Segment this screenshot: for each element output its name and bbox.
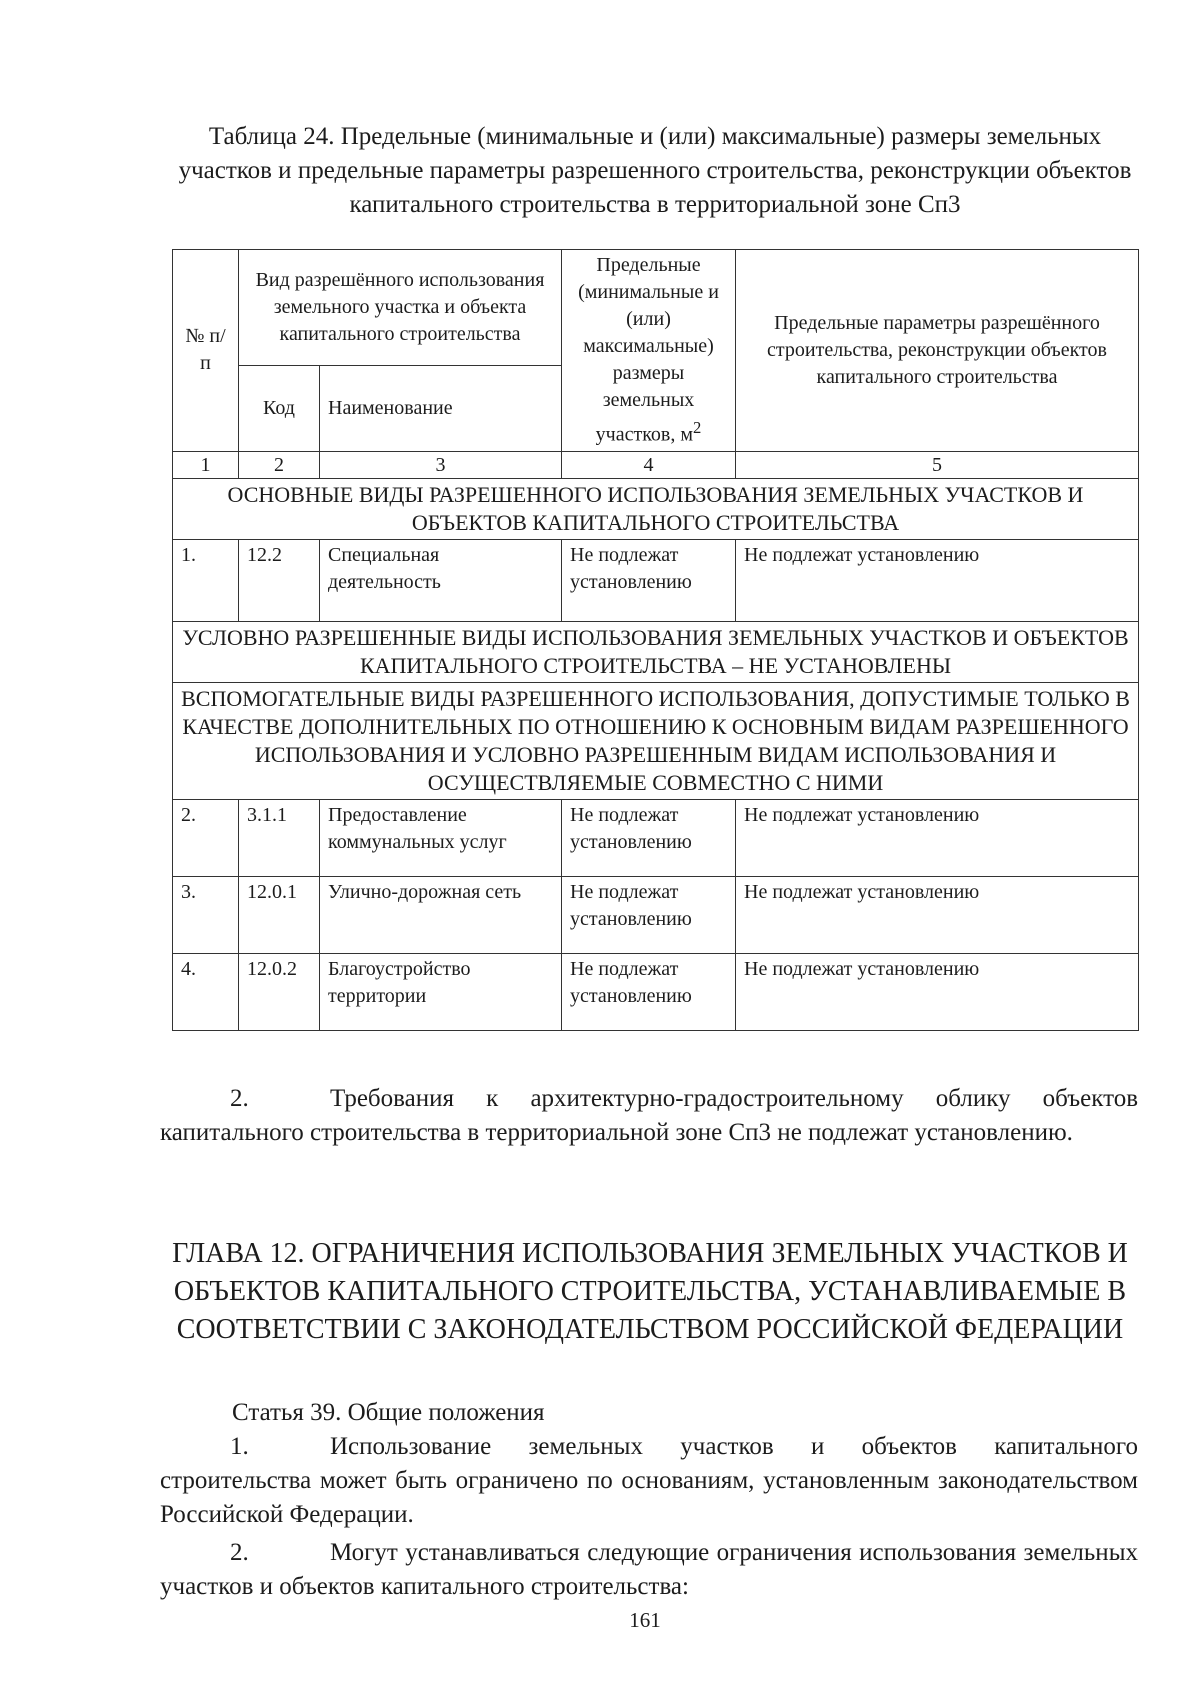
column-number: 1 (173, 451, 239, 478)
row-params: Не подлежат установлению (736, 539, 1139, 621)
header-sizes (562, 250, 736, 452)
paragraph-text: Использование земельных участков и объектов капитального строительства может быть ограничено по основаниям, установленным законодательством Российской Федерации. (160, 1433, 1138, 1528)
header-sizes-text: Предельные (минимальные и (или) максимальные) размеры земельных участков, м (578, 254, 719, 446)
row-sizes: Не подлежат установлению (562, 953, 736, 1030)
header-use-type: Вид разрешённого использования земельного участка и объекта капитального строительства (239, 250, 562, 366)
section-main-heading: ОСНОВНЫЕ ВИДЫ РАЗРЕШЕННОГО ИСПОЛЬЗОВАНИЯ ЗЕМЕЛЬНЫХ УЧАСТКОВ И ОБЪЕКТОВ КАПИТАЛЬНОГО СТРОИТЕЛЬСТВА (173, 478, 1139, 539)
table-row (173, 876, 1139, 953)
header-params: Предельные параметры разрешённого строительства, реконструкции объектов капитального строительства (736, 250, 1139, 452)
paragraph-text: Могут устанавливаться следующие ограничения использования земельных участков и объектов капитального строительства: (160, 1539, 1138, 1600)
table-row (173, 953, 1139, 1030)
section-auxiliary-row (173, 682, 1139, 799)
row-num: 2. (173, 799, 239, 876)
table-row (173, 539, 1139, 621)
table-title: Таблица 24. Предельные (минимальные и (или) максимальные) размеры земельных участков и предельные параметры разрешенного строительства, реконструкции объектов капитального строительства в территориальной зоне Сп3 (178, 123, 1132, 218)
row-code: 3.1.1 (239, 799, 320, 876)
article-paragraph (160, 1536, 1138, 1604)
section-auxiliary-heading: ВСПОМОГАТЕЛЬНЫЕ ВИДЫ РАЗРЕШЕННОГО ИСПОЛЬЗОВАНИЯ, ДОПУСТИМЫЕ ТОЛЬКО В КАЧЕСТВЕ ДОПОЛНИТЕЛЬНЫХ ПО ОТНОШЕНИЮ К ОСНОВНЫМ ВИДАМ РАЗРЕШЕННОГО ИСПОЛЬЗОВАНИЯ И УСЛОВНО РАЗРЕШЕННЫМ ВИДАМ ИСПОЛЬЗОВАНИЯ И ОСУЩЕСТВЛЯЕМЫЕ СОВМЕСТНО С НИМИ (173, 682, 1139, 799)
row-code: 12.0.2 (239, 953, 320, 1030)
row-name: Благоустройство территории (320, 953, 562, 1030)
row-num: 4. (173, 953, 239, 1030)
paragraph-text: Требования к архитектурно-градостроительному облику объектов капитального строительства в территориальной зоне Сп3 не подлежат установлению. (160, 1085, 1138, 1146)
row-sizes: Не подлежат установлению (562, 876, 736, 953)
column-number: 3 (320, 451, 562, 478)
section-conditional-heading: УСЛОВНО РАЗРЕШЕННЫЕ ВИДЫ ИСПОЛЬЗОВАНИЯ ЗЕМЕЛЬНЫХ УЧАСТКОВ И ОБЪЕКТОВ КАПИТАЛЬНОГО СТРОИТЕЛЬСТВА – НЕ УСТАНОВЛЕНЫ (173, 621, 1139, 682)
article-paragraph (160, 1430, 1138, 1532)
row-params: Не подлежат установлению (736, 876, 1139, 953)
row-params: Не подлежат установлению (736, 953, 1139, 1030)
header-name: Наименование (320, 366, 562, 451)
column-number: 5 (736, 451, 1139, 478)
row-name: Специальная деятельность (320, 539, 562, 621)
requirements-paragraph (160, 1082, 1138, 1150)
row-name: Улично-дорожная сеть (320, 876, 562, 953)
header-num: № п/п (173, 250, 239, 452)
header-sizes-sup: 2 (693, 418, 702, 437)
row-sizes: Не подлежат установлению (562, 799, 736, 876)
column-number-row (173, 451, 1139, 478)
zone-parameters-table (172, 249, 1139, 1031)
row-num: 3. (173, 876, 239, 953)
page-number: 161 (629, 1608, 661, 1632)
row-num: 1. (173, 539, 239, 621)
paragraph-number: 2. (230, 1085, 249, 1112)
chapter-title: ГЛАВА 12. ОГРАНИЧЕНИЯ ИСПОЛЬЗОВАНИЯ ЗЕМЕЛЬНЫХ УЧАСТКОВ И ОБЪЕКТОВ КАПИТАЛЬНОГО СТРОИТЕЛЬСТВА, УСТАНАВЛИВАЕМЫЕ В СООТВЕТСТВИИ С ЗАКОНОДАТЕЛЬСТВОМ РОССИЙСКОЙ ФЕДЕРАЦИИ (172, 1238, 1128, 1345)
section-conditional-row (173, 621, 1139, 682)
row-params: Не подлежат установлению (736, 799, 1139, 876)
section-main-row (173, 478, 1139, 539)
row-name: Предоставление коммунальных услуг (320, 799, 562, 876)
header-code: Код (239, 366, 320, 451)
column-number: 4 (562, 451, 736, 478)
table-row (173, 799, 1139, 876)
row-code: 12.0.1 (239, 876, 320, 953)
paragraph-number: 1. (230, 1433, 249, 1460)
row-sizes: Не подлежат установлению (562, 539, 736, 621)
row-code: 12.2 (239, 539, 320, 621)
article-title: Статья 39. Общие положения (232, 1399, 545, 1426)
table-header-row (173, 250, 1139, 366)
column-number: 2 (239, 451, 320, 478)
paragraph-number: 2. (230, 1539, 249, 1566)
